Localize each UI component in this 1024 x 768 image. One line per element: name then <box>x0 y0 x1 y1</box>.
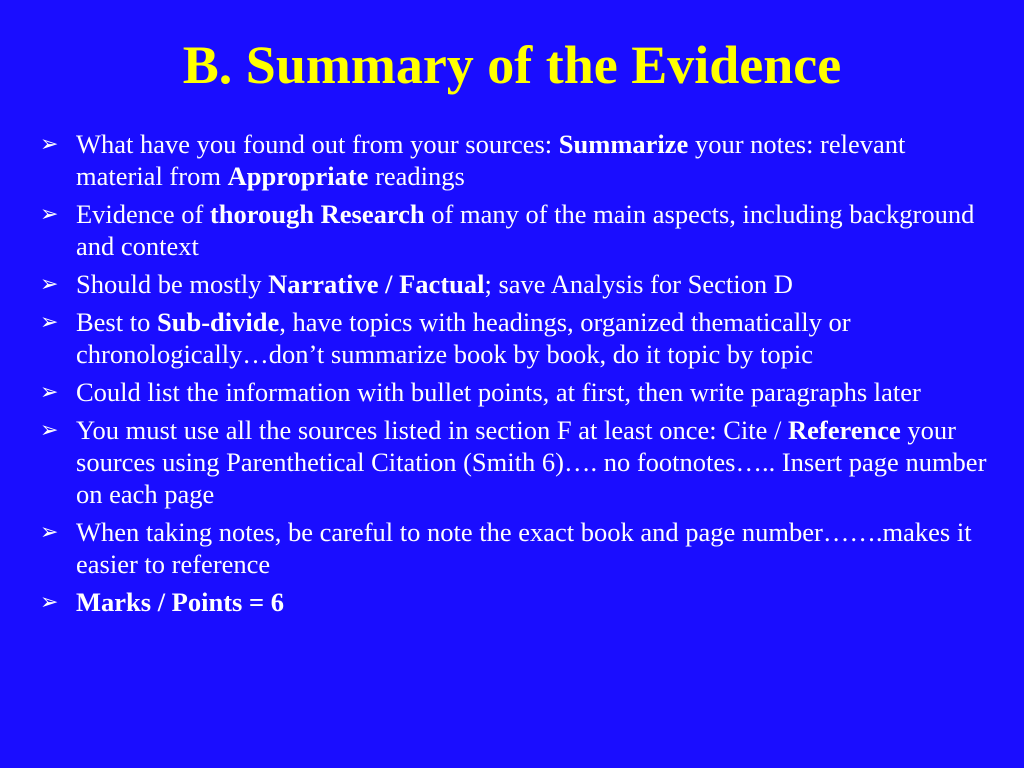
bullet-list <box>40 128 990 624</box>
bullet-text: Should be mostly <box>76 269 269 299</box>
arrow-bullet-icon: ➢ <box>40 417 59 442</box>
bullet-emphasis: Appropriate <box>227 161 369 191</box>
bullet-text: of many of the main aspects, including background and context <box>76 199 975 261</box>
arrow-bullet-icon: ➢ <box>40 519 59 544</box>
bullet-item <box>40 198 990 262</box>
bullet-emphasis: Summarize <box>558 129 689 159</box>
bullet-text: your notes: relevant material from <box>76 129 906 191</box>
arrow-bullet-icon: ➢ <box>40 271 59 296</box>
bullet-item <box>40 586 990 618</box>
arrow-bullet-icon: ➢ <box>40 309 59 334</box>
arrow-bullet-icon: ➢ <box>40 379 59 404</box>
bullet-text: , have topics with headings, organized thematically or chronologically…don’t summarize book by book, do it topic by topic <box>76 307 851 369</box>
bullet-text: When taking notes, be careful to note the exact book and page number…….makes it easier to reference <box>76 517 972 579</box>
arrow-bullet-icon: ➢ <box>40 589 59 614</box>
bullet-text: ; save Analysis for Section D <box>484 269 793 299</box>
bullet-text: What have you found out from your sources: <box>76 129 559 159</box>
bullet-emphasis: thorough Research <box>209 199 425 229</box>
bullet-text: Best to <box>76 307 157 337</box>
arrow-bullet-icon: ➢ <box>40 131 59 156</box>
bullet-text: readings <box>368 161 465 191</box>
bullet-item <box>40 414 990 510</box>
bullet-emphasis: Sub-divide <box>156 307 280 337</box>
arrow-bullet-icon: ➢ <box>40 201 59 226</box>
marks-points-text: Marks / Points = 6 <box>76 587 284 617</box>
bullet-text: Could list the information with bullet points, at first, then write paragraphs later <box>76 377 921 407</box>
bullet-item <box>40 306 990 370</box>
bullet-text: You must use all the sources listed in section F at least once: Cite / <box>76 415 788 445</box>
bullet-item <box>40 376 990 408</box>
bullet-text: your sources using Parenthetical Citation (Smith 6)…. no footnotes….. Insert page number on each page <box>76 415 987 509</box>
bullet-item <box>40 516 990 580</box>
bullet-item <box>40 268 990 300</box>
bullet-emphasis: Reference <box>787 415 901 445</box>
bullet-emphasis: Narrative / Factual <box>268 269 485 299</box>
slide-title: B. Summary of the Evidence <box>182 35 842 95</box>
bullet-item <box>40 128 990 192</box>
bullet-text: Evidence of <box>76 199 210 229</box>
